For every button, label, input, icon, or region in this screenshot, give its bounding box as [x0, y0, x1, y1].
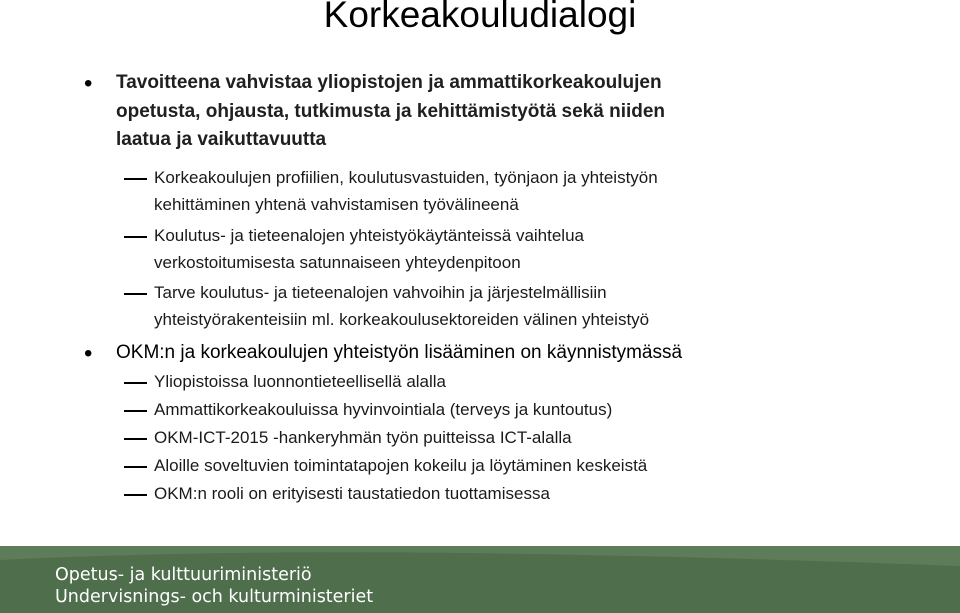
bullet-text-line: OKM:n ja korkeakoulujen yhteistyön lisääminen on käynnistymässä	[116, 342, 683, 363]
sub-bullet-text-line: Tarve koulutus- ja tieteenalojen vahvoihin ja järjestelmällisiin	[154, 283, 607, 302]
sub-bullet-text-line: verkostoitumisesta satunnaiseen yhteydenpitoon	[154, 253, 521, 272]
sub-bullet-text-line: Korkeakoulujen profiilien, koulutusvastuiden, työnjaon ja yhteistyön	[154, 168, 658, 187]
bullet-icon: •	[84, 340, 93, 367]
dash-icon	[124, 494, 147, 496]
slide-title: Korkeakouludialogi	[323, 0, 637, 35]
sub-bullet-text-line: Aloille soveltuvien toimintatapojen kokeilu ja löytäminen keskeistä	[154, 456, 648, 475]
dash-icon	[124, 438, 147, 440]
sub-bullet-text-line: kehittäminen yhtenä vahvistamisen työvälineenä	[154, 195, 519, 214]
ministry-name-swedish: Undervisnings- och kulturministeriet	[55, 587, 374, 607]
ministry-name-finnish: Opetus- ja kulttuuriministeriö	[55, 565, 312, 585]
sub-bullet-text-line: Koulutus- ja tieteenalojen yhteistyökäytänteissä vaihtelua	[154, 226, 584, 245]
dash-icon	[124, 178, 147, 180]
sub-bullet-text-line: OKM:n rooli on erityisesti taustatiedon tuottamisessa	[154, 484, 550, 503]
bullet-text-line: opetusta, ohjausta, tutkimusta ja kehittämistyötä sekä niiden	[116, 101, 666, 122]
dash-icon	[124, 382, 147, 384]
dash-icon	[124, 293, 147, 295]
dash-icon	[124, 410, 147, 412]
bullet-text-line: laatua ja vaikuttavuutta	[116, 129, 327, 150]
bullet-text-line: Tavoitteena vahvistaa yliopistojen ja ammattikorkeakoulujen	[116, 72, 662, 93]
dash-icon	[124, 466, 147, 468]
footer-banner	[0, 546, 960, 613]
sub-bullet-text-line: Ammattikorkeakouluissa hyvinvointiala (terveys ja kuntoutus)	[154, 400, 613, 419]
sub-bullet-text-line: OKM-ICT-2015 -hankeryhmän työn puitteissa ICT-alalla	[154, 428, 572, 447]
sub-bullet-text-line: Yliopistoissa luonnontieteellisellä alalla	[154, 372, 447, 391]
dash-icon	[124, 236, 147, 238]
bullet-icon: •	[84, 70, 93, 97]
sub-bullet-text-line: yhteistyörakenteisiin ml. korkeakoulusektoreiden välinen yhteistyö	[154, 310, 650, 329]
